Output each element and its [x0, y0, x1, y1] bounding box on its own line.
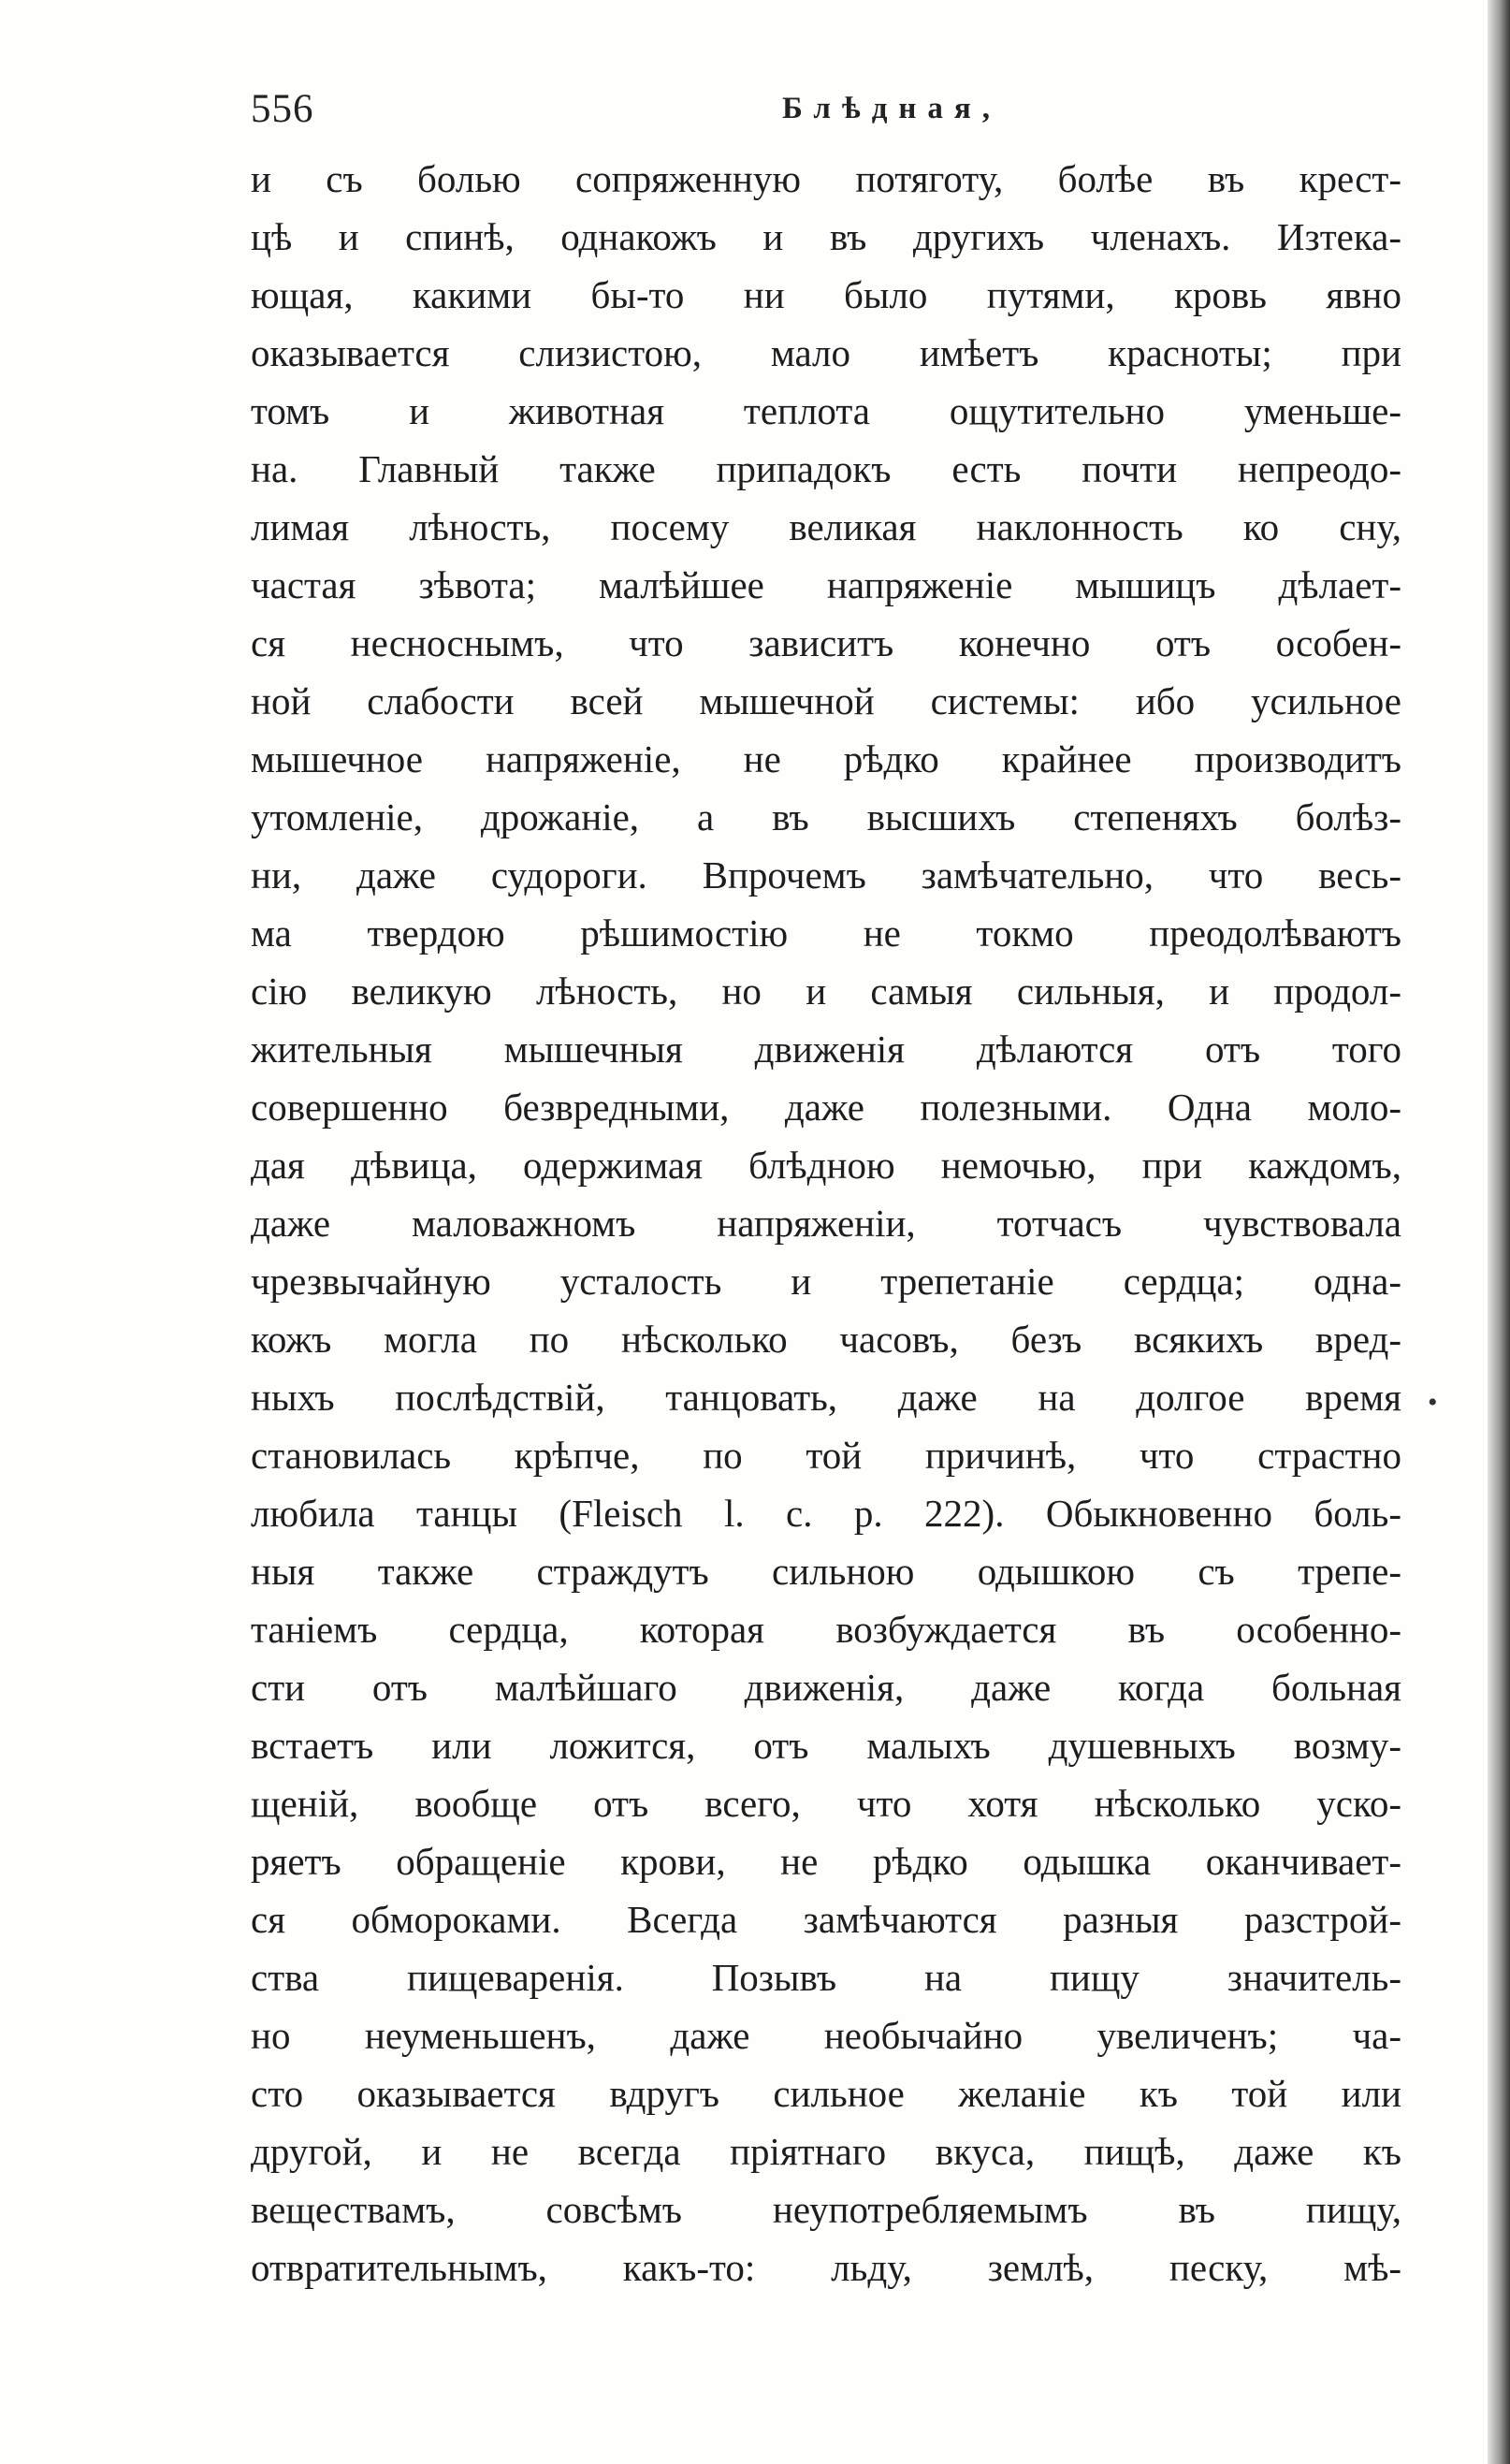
text-line: на. Главный также припадокъ есть почти непреодо- — [251, 447, 1401, 490]
text-line: становилась крѣпче, по той причинѣ, что страстно — [251, 1434, 1401, 1477]
text-line: ни, даже судороги. Впрочемъ замѣчательно, что весь- — [251, 853, 1401, 897]
text-line: ныхъ послѣдствій, танцовать, даже на долгое время — [251, 1376, 1401, 1419]
text-line: ряетъ обращеніе крови, не рѣдко одышка оканчивает- — [251, 1840, 1401, 1883]
text-line: лимая лѣность, посему великая наклонность ко сну, — [251, 505, 1401, 548]
text-line: отвратительнымъ, какъ-то: льду, землѣ, песку, мѣ- — [251, 2246, 1401, 2289]
text-line: ства пищеваренія. Позывъ на пищу значитель- — [251, 1956, 1401, 1999]
text-line: веществамъ, совсѣмъ неупотребляемымъ въ пищу, — [251, 2188, 1401, 2231]
text-line: любила танцы (Fleisch l. c. p. 222). Обыкновенно боль- — [251, 1492, 1401, 1535]
body-text — [251, 150, 1401, 2296]
text-line: томъ и животная теплота ощутительно уменьше- — [251, 389, 1401, 432]
text-line: и съ болью сопряженную потяготу, болѣе въ крест- — [251, 157, 1401, 200]
text-line: дая дѣвица, одержимая блѣдною немочью, при каждомъ, — [251, 1144, 1401, 1187]
text-line: сію великую лѣность, но и самыя сильныя, и продол- — [251, 970, 1401, 1013]
text-line: ма твердою рѣшимостію не токмо преодолѣваютъ — [251, 911, 1401, 955]
text-line: встаетъ или ложится, отъ малыхъ душевныхъ возму- — [251, 1724, 1401, 1767]
text-line: сти отъ малѣйшаго движенія, даже когда больная — [251, 1666, 1401, 1709]
text-line: чрезвычайную усталость и трепетаніе сердца; одна- — [251, 1260, 1401, 1303]
text-line: таніемъ сердца, которая возбуждается въ особенно- — [251, 1608, 1401, 1651]
text-line: мышечное напряженіе, не рѣдко крайнее производитъ — [251, 737, 1401, 780]
running-title: Блѣдная, — [782, 92, 1002, 125]
text-line: ся обмороками. Всегда замѣчаются разныя разстрой- — [251, 1898, 1401, 1941]
page-header — [251, 86, 1401, 153]
text-line: сто оказывается вдругъ сильное желаніе къ той или — [251, 2072, 1401, 2115]
text-line: но неуменьшенъ, даже необычайно увеличенъ; ча- — [251, 2014, 1401, 2057]
text-line: щеній, вообще отъ всего, что хотя нѣсколько уско- — [251, 1782, 1401, 1825]
text-line: частая зѣвота; малѣйшее напряженіе мышицъ дѣлает- — [251, 563, 1401, 606]
text-line: ной слабости всей мышечной системы: ибо усильное — [251, 679, 1401, 722]
text-line: ныя также страждутъ сильною одышкою съ трепе- — [251, 1550, 1401, 1593]
text-line: жительныя мышечныя движенія дѣлаются отъ того — [251, 1028, 1401, 1071]
margin-mark: • — [1428, 1387, 1438, 1418]
text-line: ющая, какими бы-то ни было путями, кровь явно — [251, 273, 1401, 316]
text-line: кожъ могла по нѣсколько часовъ, безъ всякихъ вред- — [251, 1318, 1401, 1361]
text-line: утомленіе, дрожаніе, а въ высшихъ степеняхъ болѣз- — [251, 795, 1401, 838]
text-line: другой, и не всегда пріятнаго вкуса, пищѣ, даже къ — [251, 2130, 1401, 2173]
text-line: ся несноснымъ, что зависитъ конечно отъ особен- — [251, 621, 1401, 664]
text-line: совершенно безвредными, даже полезными. Одна моло- — [251, 1086, 1401, 1129]
page-edge-shadow — [1488, 0, 1510, 2464]
page-number: 556 — [251, 87, 314, 131]
text-line: оказывается слизистою, мало имѣетъ красноты; при — [251, 331, 1401, 374]
text-line: цѣ и спинѣ, однакожъ и въ другихъ членахъ. Изтека- — [251, 215, 1401, 258]
text-line: даже маловажномъ напряженіи, тотчасъ чувствовала — [251, 1202, 1401, 1245]
